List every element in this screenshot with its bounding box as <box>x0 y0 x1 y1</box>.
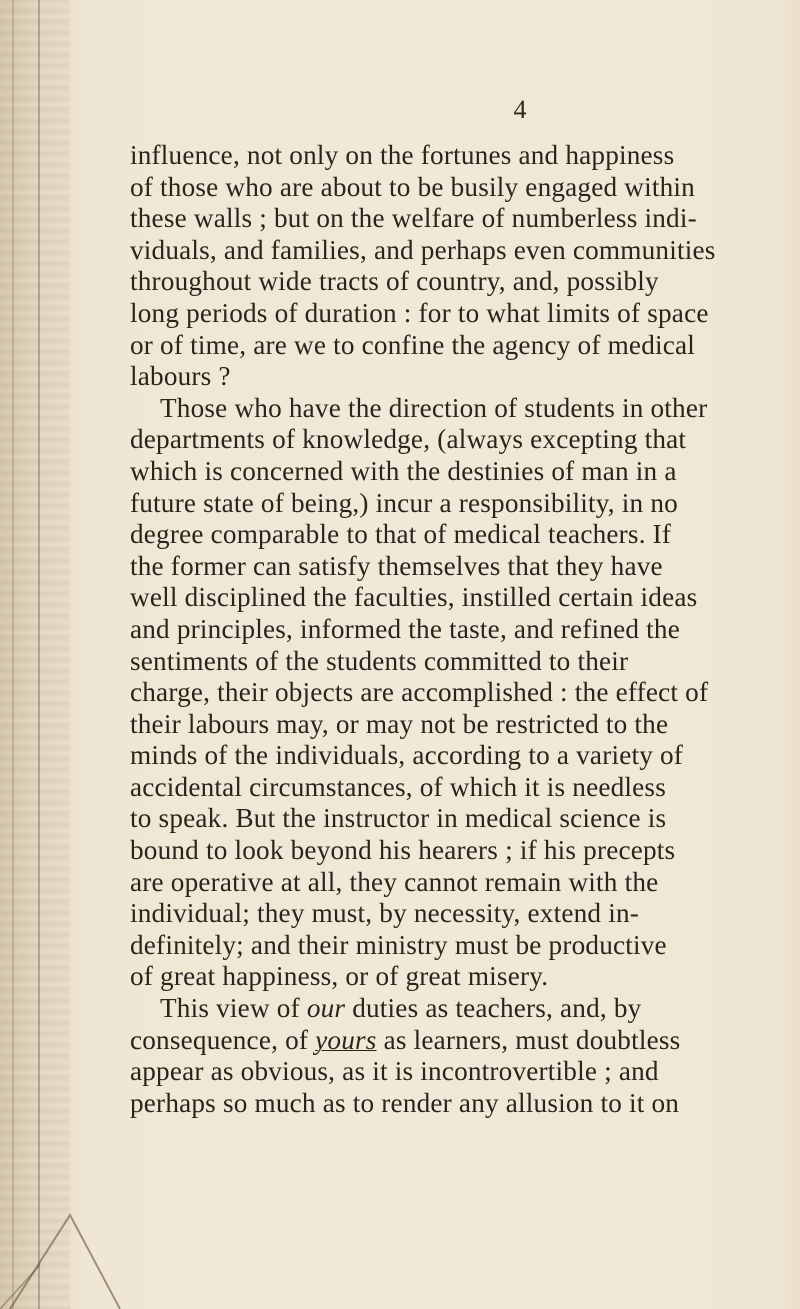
italic-underlined-word: yours <box>315 1024 377 1055</box>
text-line: well disciplined the faculties, instilled certain ideas <box>130 582 698 613</box>
body-text <box>130 140 800 1119</box>
text-line: long periods of duration : for to what limits of space <box>130 297 709 328</box>
page-corner-fold <box>0 1205 130 1309</box>
italic-word: our <box>306 993 346 1024</box>
text-line: influence, not only on the fortunes and happiness <box>130 140 675 170</box>
text-line: which is concerned with the destinies of man in a <box>130 455 677 486</box>
binding-crease-outer <box>12 0 14 1309</box>
text-line: labours ? <box>130 361 231 392</box>
text-run: consequence, of <box>130 1024 309 1055</box>
text-line: sentiments of the students committed to their <box>130 645 629 676</box>
text-line-emphasis <box>130 993 800 1025</box>
text-line: degree comparable to that of medical teachers. If <box>130 519 672 550</box>
text-line: viduals, and families, and perhaps even communities <box>130 234 716 265</box>
text-line-emphasis <box>130 1025 800 1057</box>
text-line: Those who have the direction of students in other <box>160 392 708 423</box>
text-line: future state of being,) incur a responsibility, in no <box>130 487 678 518</box>
binding-crease <box>38 0 40 1309</box>
page-number: 4 <box>513 95 527 124</box>
text-line: departments of knowledge, (always excepting that <box>130 424 687 455</box>
text-run: This view of <box>160 993 300 1024</box>
text-line: charge, their objects are accomplished : the effect of <box>130 677 709 708</box>
text-line: these walls ; but on the welfare of numberless indi- <box>130 203 697 234</box>
text-line: to speak. But the instructor in medical science is <box>130 803 667 834</box>
text-line: are operative at all, they cannot remain with the <box>130 866 659 897</box>
text-line: appear as obvious, as it is incontrovertible ; and <box>130 1056 659 1087</box>
text-line: or of time, are we to confine the agency of medical <box>130 329 696 360</box>
text-line: perhaps so much as to render any allusion to it on <box>130 1087 680 1118</box>
text-line: individual; they must, by necessity, extend in- <box>130 898 640 929</box>
text-line: definitely; and their ministry must be productive <box>130 929 667 960</box>
text-line: their labours may, or may not be restricted to the <box>130 708 669 739</box>
text-line: and principles, informed the taste, and refined the <box>130 613 680 644</box>
text-line: of great happiness, or of great misery. <box>130 961 549 992</box>
text-line: of those who are about to be busily engaged within <box>130 171 695 202</box>
text-run: duties as teachers, and, by <box>352 993 642 1024</box>
text-run: as learners, must doubtless <box>383 1024 681 1055</box>
text-line: bound to look beyond his hearers ; if his precepts <box>130 835 676 866</box>
binding-edge <box>0 0 70 1309</box>
text-line: the former can satisfy themselves that they have <box>130 550 663 581</box>
text-line: accidental circumstances, of which it is needless <box>130 771 666 802</box>
text-line: throughout wide tracts of country, and, possibly <box>130 266 659 297</box>
text-line: minds of the individuals, according to a variety of <box>130 740 684 771</box>
